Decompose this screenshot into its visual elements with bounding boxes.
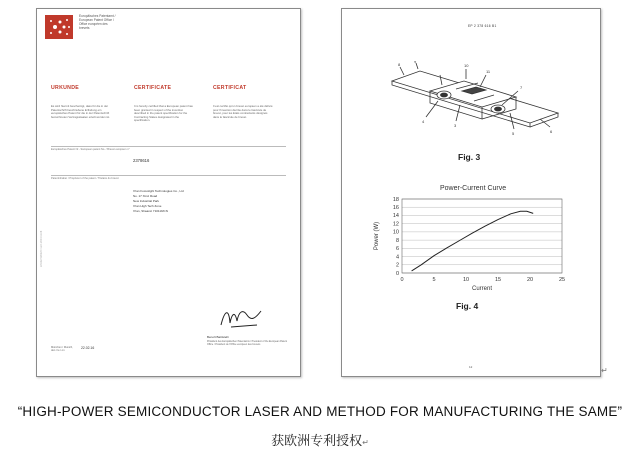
subtitle-text: 获欧洲专利授权 (271, 433, 363, 448)
y-tick-label: 18 (392, 196, 399, 203)
column-title: URKUNDE (51, 85, 80, 91)
proprietor-line: Xi'an High Tech Zone (133, 204, 162, 208)
signature-icon (217, 305, 267, 333)
caption-title: “HIGH-POWER SEMICONDUCTOR LASER AND METHOD FOR MANUFACTURING THE SAME” (17, 404, 623, 419)
power-current-chart (370, 193, 580, 297)
signer-name: Benoît Battistelli (207, 335, 229, 339)
date-label: München / Munich, den / le / on (51, 346, 73, 353)
x-axis-label: Current (471, 286, 493, 292)
column-title: CERTIFICATE (134, 85, 172, 91)
patent-reference: EP 2 378 616 B1 (468, 24, 497, 28)
chart-title: Power-Current Curve (440, 185, 507, 192)
y-tick-label: 10 (392, 229, 399, 236)
fig3-label: Fig. 3 (458, 152, 481, 162)
y-axis-label: Power (W) (374, 221, 380, 251)
y-tick-label: 0 (395, 270, 399, 277)
fig4-label: Fig. 4 (456, 301, 479, 311)
proprietor-line: No. 17 Xinxi Road (133, 194, 158, 198)
svg-text:5: 5 (512, 131, 515, 136)
y-tick-label: 2 (395, 262, 399, 269)
y-tick-label: 8 (395, 237, 399, 244)
y-tick-label: 16 (392, 205, 399, 212)
proprietor-line: Xi'an Focuslight Technologies Co., Ltd (133, 189, 184, 193)
svg-text:3: 3 (454, 123, 457, 128)
x-tick-label: 5 (432, 277, 436, 283)
x-tick-label: 20 (526, 277, 534, 283)
column-text: Il est certifié qu'un brevet européen a été délivré pour l'invention décrite dans le fascicule de brevet, pour les Etats contractants désignés dans le fascicule de brevet. (213, 104, 273, 119)
y-tick-label: 4 (395, 254, 399, 261)
svg-text:4: 4 (422, 119, 425, 124)
patent-number-label: Europäisches Patent Nr. / European patent No. / Brevet européen n° (51, 148, 130, 151)
divider (51, 175, 286, 176)
drawing-page (341, 8, 601, 377)
svg-text:7: 7 (520, 85, 523, 90)
x-tick-label: 25 (558, 277, 566, 283)
y-tick-label: 6 (395, 246, 399, 253)
x-tick-label: 15 (494, 277, 502, 283)
svg-text:9: 9 (414, 61, 417, 64)
caption-subtitle (0, 430, 640, 449)
return-mark: ↵ (362, 438, 369, 447)
x-tick-label: 0 (400, 277, 404, 283)
x-tick-label: 10 (462, 277, 470, 283)
office-name: Europäisches Patentamt / European Patent Office / Office européen des brevets (79, 14, 116, 30)
svg-text:10: 10 (464, 63, 469, 68)
column-text: Es wird hiermit bescheinigt, dass für die in der Patentschrift beschriebene Erfindung ein europäisches Patent für die in der Patentschrift bezeichneten Vertragsstaaten erteilt worden ist. (51, 104, 110, 119)
form-code: EPA/EPO/OEB Form 2004 11.08 (40, 230, 43, 267)
series-line (412, 211, 534, 271)
return-mark: ↵ (601, 366, 608, 375)
epo-logo-icon (45, 15, 73, 39)
patent-number: 2378616 (133, 158, 150, 163)
divider (51, 146, 286, 147)
column-text: It is hereby certified that a European patent has been granted in respect of the invention described in the patent specification for the Contracting States designated in the specification. (134, 104, 193, 123)
laser-device-drawing-icon (390, 61, 560, 151)
y-tick-label: 14 (392, 213, 399, 220)
signer-title: Präsident des Europäischen Patentamts / President of the European Patent Office / Président de l'Office européen des brevets (207, 340, 288, 346)
date-value: 22.02.16 (81, 346, 95, 350)
page-number: 12 (469, 365, 473, 369)
svg-text:6: 6 (550, 129, 553, 134)
y-tick-label: 12 (392, 221, 399, 228)
svg-text:11: 11 (486, 69, 491, 74)
column-title: CERTIFICAT (213, 85, 247, 91)
certificate-page (36, 8, 301, 377)
proprietor-line: New Industrial Park (133, 199, 160, 203)
proprietor-line: Xi'an, Shaanxi 710119/CN (133, 209, 168, 213)
svg-text:8: 8 (398, 62, 401, 67)
proprietor-label: Patentinhaber / Proprietor of the patent / Titulaire du brevet (51, 177, 119, 180)
